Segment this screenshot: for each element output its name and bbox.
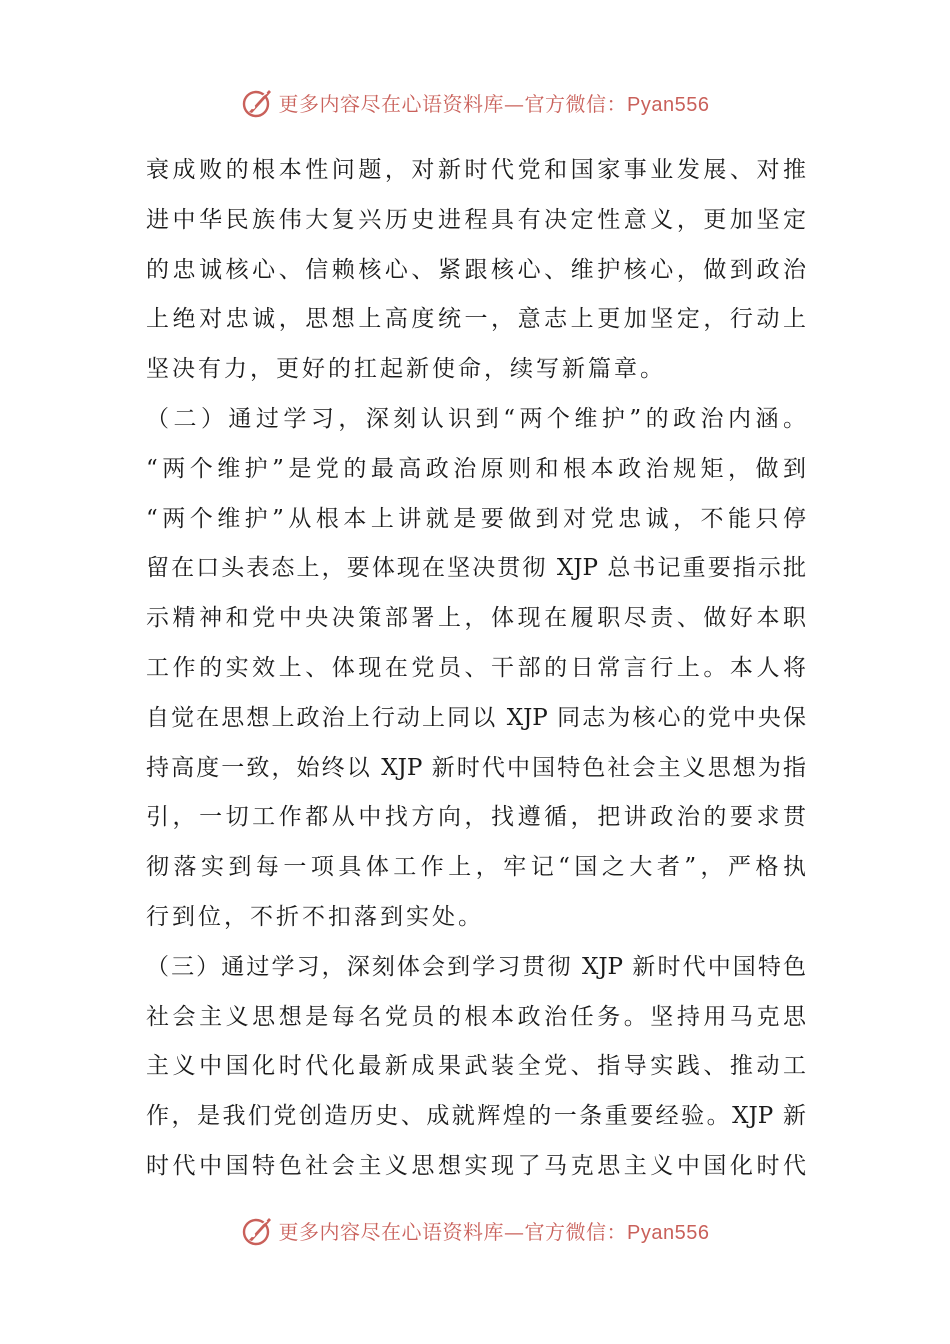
text-line	[146, 793, 806, 843]
text-line-content: 坚决有力，更好的扛起新使命，续写新篇章。	[146, 356, 666, 383]
header-watermark-banner	[0, 82, 950, 122]
text-line-content: 引，一切工作都从中找方向，找遵循，把讲政治的要求贯	[146, 804, 806, 831]
text-line	[146, 196, 806, 246]
text-line	[146, 1142, 806, 1192]
text-line-content: 示精神和党中央决策部署上，体现在履职尽责、做好本职	[146, 605, 806, 632]
footer-banner-label: 更多内容尽在心语资料库—官方微信：	[278, 1219, 628, 1244]
quill-logo-icon	[241, 85, 275, 119]
text-line	[146, 295, 806, 345]
text-line-content: 时代中国特色社会主义思想实现了马克思主义中国化时代	[146, 1152, 806, 1179]
footer-banner-text	[279, 1216, 710, 1245]
text-line-content: 留在口头表态上，要体现在坚决贯彻 XJP 总书记重要指示批	[146, 555, 806, 582]
text-line-content: 进中华民族伟大复兴历史进程具有决定性意义，更加坚定	[146, 206, 806, 233]
text-line-content: “两个维护”是党的最高政治原则和根本政治规矩，做到	[146, 455, 806, 482]
text-line	[146, 893, 806, 943]
text-line-content: （二）通过学习，深刻认识到“两个维护”的政治内涵。	[146, 405, 806, 432]
header-banner-text	[279, 88, 710, 117]
text-line	[146, 744, 806, 794]
text-line	[146, 395, 806, 445]
text-line-content: “两个维护”从根本上讲就是要做到对党忠诚，不能只停	[146, 505, 806, 532]
text-line-content: 社会主义思想是每名党员的根本政治任务。坚持用马克思	[146, 1003, 806, 1030]
text-line	[146, 345, 806, 395]
header-banner-label: 更多内容尽在心语资料库—官方微信：	[278, 91, 628, 116]
text-line-content: 上绝对忠诚，思想上高度统一，意志上更加坚定，行动上	[146, 306, 806, 333]
text-line-content: 彻落实到每一项具体工作上，牢记“国之大者”，严格执	[146, 854, 806, 881]
text-line-content: 作，是我们党创造历史、成就辉煌的一条重要经验。XJP 新	[146, 1103, 806, 1130]
text-line	[146, 1042, 806, 1092]
text-line	[146, 544, 806, 594]
text-line	[146, 495, 806, 545]
text-line	[146, 146, 806, 196]
quill-logo-icon	[241, 1213, 275, 1247]
text-line	[146, 993, 806, 1043]
text-line	[146, 843, 806, 893]
footer-banner-wechat-id: Pyan556	[627, 1221, 710, 1244]
text-line	[146, 694, 806, 744]
text-line	[146, 445, 806, 495]
text-line-content: 自觉在思想上政治上行动上同以 XJP 同志为核心的党中央保	[146, 704, 806, 731]
text-line-content: 衰成败的根本性问题，对新时代党和国家事业发展、对推	[146, 157, 806, 183]
text-line	[146, 246, 806, 296]
text-line-content: 主义中国化时代化最新成果武装全党、指导实践、推动工	[146, 1053, 806, 1080]
text-line	[146, 943, 806, 993]
text-line-content: 持高度一致，始终以 XJP 新时代中国特色社会主义思想为指	[146, 754, 806, 781]
footer-watermark-banner	[0, 1210, 950, 1250]
text-line	[146, 1092, 806, 1142]
text-line	[146, 594, 806, 644]
header-banner-wechat-id: Pyan556	[627, 93, 710, 116]
body-paragraphs	[146, 146, 806, 1192]
text-line-content: 工作的实效上、体现在党员、干部的日常言行上。本人将	[146, 654, 806, 681]
text-line-content: 的忠诚核心、信赖核心、紧跟核心、维护核心，做到政治	[146, 256, 806, 283]
text-line	[146, 644, 806, 694]
text-line-content: （三）通过学习，深刻体会到学习贯彻 XJP 新时代中国特色	[146, 953, 806, 980]
text-line-content: 行到位，不折不扣落到实处。	[146, 903, 484, 930]
